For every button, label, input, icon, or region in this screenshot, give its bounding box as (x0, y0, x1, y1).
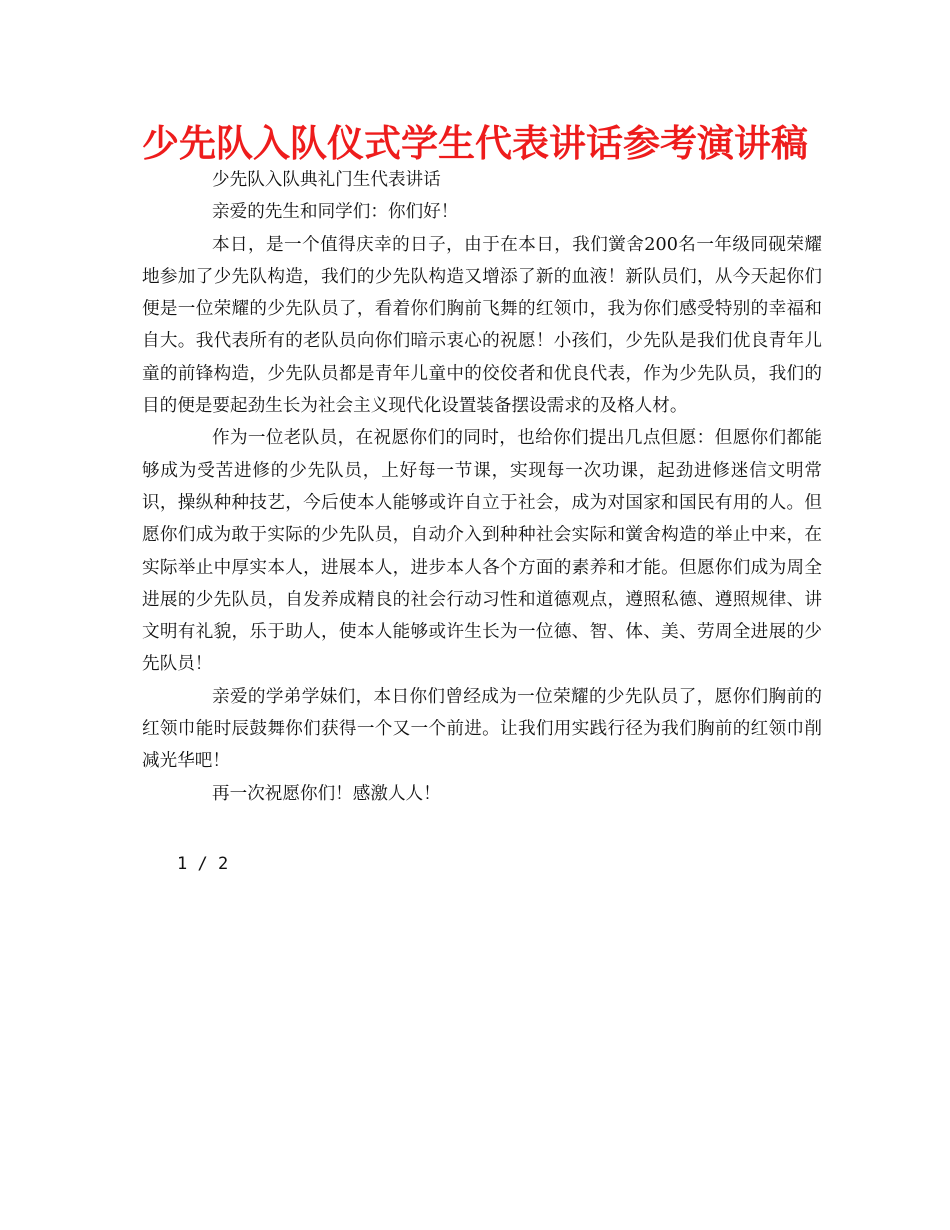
paragraph-greeting: 亲爱的先生和同学们：你们好！ (212, 202, 459, 223)
document-title: 少先队入队仪式学生代表讲话参考演讲稿 (142, 122, 808, 165)
paragraph-hopes: 作为一位老队员，在祝愿你们的同时，也给你们提出几点但愿：但愿你们都能够成为受苦进修的少先队员，上好每一节课，实现每一次功课，起劲进修迷信文明常识，操纵种种技艺，今后使本人能够或许自立于社会，成为对国家和国民有用的人。但愿你们成为敢于实际的少先队员，自动介入到种种社会实际和黉舍构造的举止中来，在实际举止中厚实本人，进展本人，进步本人各个方面的素养和才能。但愿你们成为周全进展的少先队员，自发养成精良的社会行动习性和道德观点，遵照私德、遵照规律、讲文明有礼貌，乐于助人，使本人能够或许生长为一位德、智、体、美、劳周全进展的少先队员！ (142, 428, 822, 675)
paragraph-intro: 本日，是一个值得庆幸的日子，由于在本日，我们黉舍200名一年级同砚荣耀地参加了少先队构造，我们的少先队构造又增添了新的血液！新队员们，从今天起你们便是一位荣耀的少先队员了，看着你们胸前飞舞的红领巾，我为你们感受特别的幸福和自大。我代表所有的老队员向你们暗示衷心的祝愿！小孩们，少先队是我们优良青年儿童的前锋构造，少先队员都是青年儿童中的佼佼者和优良代表，作为少先队员，我们的目的便是要起劲生长为社会主义现代化设置装备摆设需求的及格人材。 (142, 234, 822, 417)
paragraph-wishes: 亲爱的学弟学妹们，本日你们曾经成为一位荣耀的少先队员了，愿你们胸前的红领巾能时辰鼓舞你们获得一个又一个前进。让我们用实践行径为我们胸前的红领巾削减光华吧！ (142, 686, 822, 772)
paragraph-closing: 再一次祝愿你们！感激人人！ (212, 783, 441, 804)
page-number: 1 / 2 (177, 854, 229, 874)
paragraph-subtitle: 少先队入队典礼门生代表讲话 (212, 170, 441, 190)
document-body (142, 164, 822, 810)
